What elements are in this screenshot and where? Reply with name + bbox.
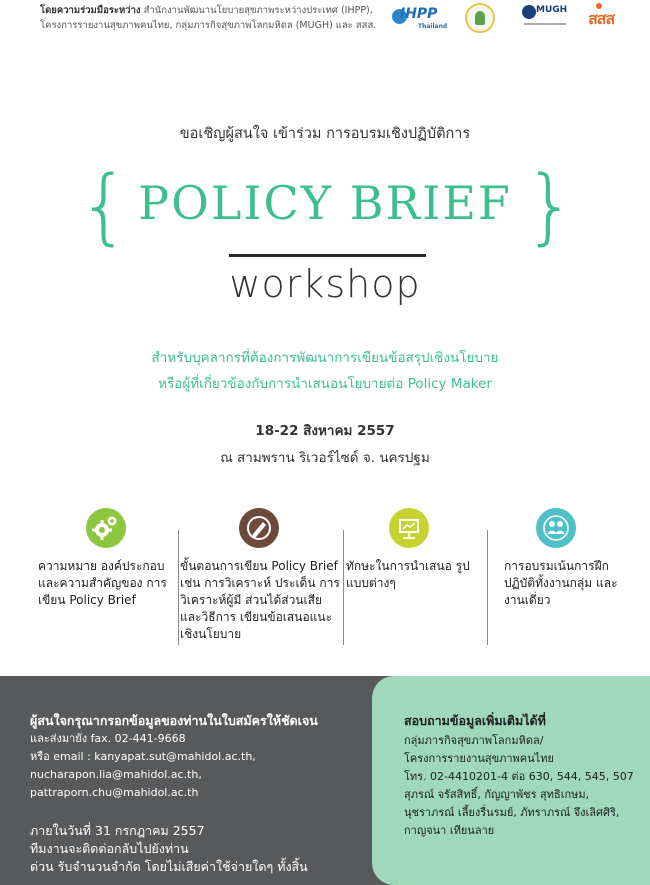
audience-line2: หรือผู้ที่เกี่ยวข้องกับการนำเสนอนโยบายต่อ Policy Maker	[158, 376, 492, 392]
contact-names1: สุภรณ์ จรัสสิทธิ์, กัญญาพัชร สุทธิเกษม,	[404, 788, 590, 801]
inquiry-heading: สอบถามข้อมูลเพิ่มเติมได้ที่	[404, 713, 546, 728]
presentation-icon	[389, 508, 429, 548]
partner-logos	[392, 3, 632, 35]
partners-line2: โครงการรายงานสุขภาพคนไทย, กลุ่มภารกิจสุขภาพโลกมหิดล (MUGH) และ สสส.	[40, 20, 377, 31]
header	[0, 0, 650, 40]
gears-icon	[86, 508, 126, 548]
feature-text: ทักษะในการนำเสนอ รูปแบบต่างๆ	[346, 559, 470, 590]
deadline-line: ภายในวันที่ 31 กรกฎาคม 2557	[30, 823, 205, 838]
audience-line1: สำหรับบุคลากรที่ต้องการพัฒนาการเขียนข้อสรุปเชิงนโยบาย	[151, 350, 499, 366]
fax-line: และส่งมายัง fax. 02-441-9668	[30, 732, 186, 745]
contact-names3: กาญจนา เทียนลาย	[404, 824, 495, 837]
page-title: POLICY BRIEF	[138, 176, 512, 230]
inquiry-info	[404, 712, 644, 840]
pencil-icon	[239, 508, 279, 548]
ihpp-logo: IHPP Thailand	[392, 3, 450, 33]
feature-text: ความหมาย องค์ประกอบ และความสำคัญของ การเขียน Policy Brief	[38, 559, 167, 607]
org-line1: กลุ่มภารกิจสุขภาพโลกมหิดล/	[404, 734, 544, 747]
application-info	[30, 712, 370, 876]
invitation-line: ขอเชิญผู้สนใจ เข้าร่วม การอบรมเชิงปฏิบัติการ	[179, 126, 471, 142]
org-line2: โครงการรายงานสุขภาพคนไทย	[404, 752, 554, 765]
feature-text: ขั้นตอนการเขียน Policy Brief เช่น การวิเคราะห์ ประเด็น การวิเคราะห์ผู้มี ส่วนได้ส่วนเสีย และวิธีการ เขียนข้อเสนอแนะเชิงนโยบาย	[180, 559, 340, 641]
event-date: 18-22 สิงหาคม 2557	[255, 423, 395, 439]
event-venue: ณ สามพราน ริเวอร์ไซด์ จ. นครปฐม	[220, 450, 430, 466]
health-report-logo	[465, 3, 497, 33]
limited-seats-line: ด่วน รับจำนวนจำกัด โดยไม่เสียค่าใช้จ่ายใดๆ ทั้งสิ้น	[30, 859, 308, 874]
email-line2[interactable]: nucharapon.lia@mahidol.ac.th, pattraporn.chu@mahidol.ac.th	[30, 768, 202, 799]
group-icon	[536, 508, 576, 548]
phone-line[interactable]: โทร. 02-4410201-4 ต่อ 630, 544, 545, 507	[404, 770, 634, 783]
right-brace: }	[524, 159, 577, 254]
thaihealth-logo: สสส	[588, 3, 624, 33]
divider	[343, 530, 344, 645]
partners-text	[40, 3, 380, 33]
title-divider	[229, 254, 426, 257]
left-brace: {	[78, 159, 131, 254]
contact-names2: นุชราภรณ์ เลี้ยงรื่นรมย์, ภัทราภรณ์ จึงเลิศศิริ,	[404, 806, 620, 819]
divider	[178, 530, 179, 645]
application-heading: ผู้สนใจกรุณากรอกข้อมูลของท่านในใบสมัครให้ชัดเจน	[30, 713, 318, 728]
mugh-logo: MUGH	[522, 3, 566, 33]
workshop-subtitle: workshop	[229, 262, 421, 306]
divider	[487, 530, 488, 645]
contact-back-line: ทีมงานจะติดต่อกลับไปยังท่าน	[30, 841, 189, 856]
feature-text: การอบรมเน้นการฝึก ปฏิบัติทั้งงานกลุ่ม และงานเดี่ยว	[504, 559, 618, 607]
partners-label: โดยความร่วมมือระหว่าง	[40, 5, 141, 16]
email-line1[interactable]: หรือ email : kanyapat.sut@mahidol.ac.th,	[30, 750, 256, 763]
partners-line1: สำนักงานพัฒนานโยบายสุขภาพระหว่างประเทศ (IHPP),	[143, 5, 373, 16]
